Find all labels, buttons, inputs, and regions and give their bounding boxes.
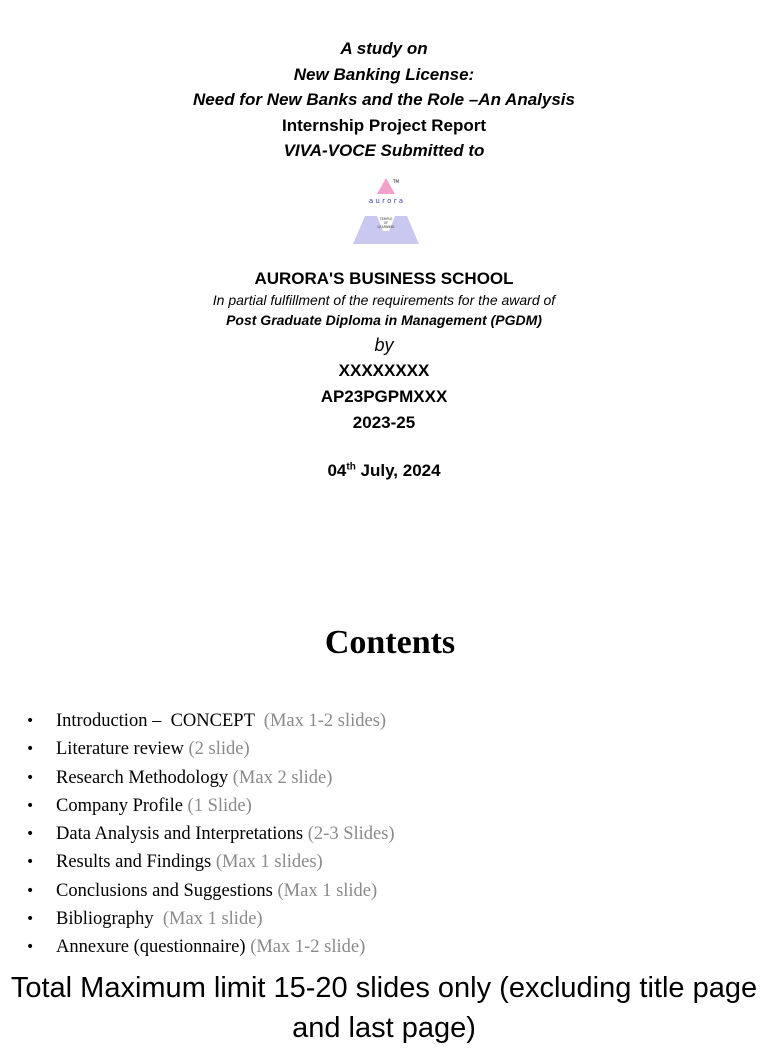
contents-item xyxy=(26,764,395,792)
report-title: New Banking License: xyxy=(293,64,475,84)
logo-wordmark: a u r o r a xyxy=(368,197,404,205)
contents-item-label: Data Analysis and Interpretations xyxy=(56,824,308,845)
bullet-icon: • xyxy=(26,826,35,843)
title-block xyxy=(0,36,768,164)
date-suffix: th xyxy=(346,461,356,473)
bullet-icon: • xyxy=(26,854,35,871)
slide-limit-note: Total Maximum limit 15-20 slides only (excluding title page and last page) xyxy=(10,972,758,1044)
contents-item xyxy=(26,820,395,848)
bullet-icon: • xyxy=(26,797,35,814)
by-label: by xyxy=(374,335,394,355)
contents-item xyxy=(26,707,395,735)
contents-item-label: Conclusions and Suggestions xyxy=(56,880,278,901)
contents-item-note: (Max 1 slide) xyxy=(277,880,378,901)
submission-date xyxy=(0,461,768,481)
contents-item xyxy=(26,848,395,876)
contents-item-label: Introduction – CONCEPT xyxy=(56,711,264,731)
contents-item-note: (2-3 Slides) xyxy=(307,824,395,845)
bullet-icon: • xyxy=(26,769,35,786)
contents-item xyxy=(26,933,395,961)
batch-years: 2023-25 xyxy=(352,413,416,432)
contents-heading: Contents xyxy=(324,624,456,661)
report-type: Internship Project Report xyxy=(281,115,487,135)
contents-item-label: Bibliography xyxy=(56,909,163,930)
program-name: Post Graduate Diploma in Management (PGDM) xyxy=(226,312,542,328)
school-block xyxy=(0,268,768,436)
roll-number: AP23PGPMXXX xyxy=(320,387,448,406)
contents-item-label: Annexure (questionnaire) xyxy=(56,937,251,958)
contents-item xyxy=(26,792,395,820)
logo-tagline-1: TEMPLE xyxy=(379,217,393,221)
study-intro: A study on xyxy=(340,39,428,58)
school-name: AURORA'S BUSINESS SCHOOL xyxy=(254,269,514,288)
contents-list xyxy=(26,707,395,962)
date-day: 04 xyxy=(327,461,347,480)
logo-tagline-3: LEARNING xyxy=(377,225,395,229)
contents-item-note: (2 slide) xyxy=(188,739,250,760)
submitted-to: VIVA-VOCE Submitted to xyxy=(283,141,485,160)
bullet-icon: • xyxy=(26,882,35,899)
bullet-icon: • xyxy=(26,713,35,729)
contents-item xyxy=(26,905,395,933)
date-rest: July, 2024 xyxy=(355,461,441,480)
student-name: XXXXXXXX xyxy=(338,361,430,380)
fulfillment-text: In partial fulfillment of the requirements for the award of xyxy=(212,292,556,308)
contents-item xyxy=(26,735,395,763)
logo-tm: TM xyxy=(393,179,399,184)
contents-item-label: Results and Findings xyxy=(56,852,216,873)
aurora-logo xyxy=(351,176,421,246)
contents-item-note: (Max 1 slides) xyxy=(215,852,323,873)
contents-item-note: (Max 1 slide) xyxy=(162,909,263,930)
contents-item-label: Literature review xyxy=(56,739,189,760)
contents-item-note: (1 Slide) xyxy=(187,795,252,816)
report-subtitle: Need for New Banks and the Role –An Analysis xyxy=(193,90,575,109)
contents-item-label: Company Profile xyxy=(56,795,188,816)
contents-item-note: (Max 1-2 slide) xyxy=(250,937,366,958)
bullet-icon: • xyxy=(26,911,35,928)
bullet-icon: • xyxy=(26,741,35,758)
contents-item-label: Research Methodology xyxy=(56,767,233,788)
bullet-icon: • xyxy=(26,939,35,956)
contents-item xyxy=(26,877,395,905)
logo-tagline-2: OF xyxy=(383,221,389,225)
contents-item-note: (Max 2 slide) xyxy=(232,767,333,788)
contents-item-note: (Max 1-2 slides) xyxy=(263,711,387,731)
